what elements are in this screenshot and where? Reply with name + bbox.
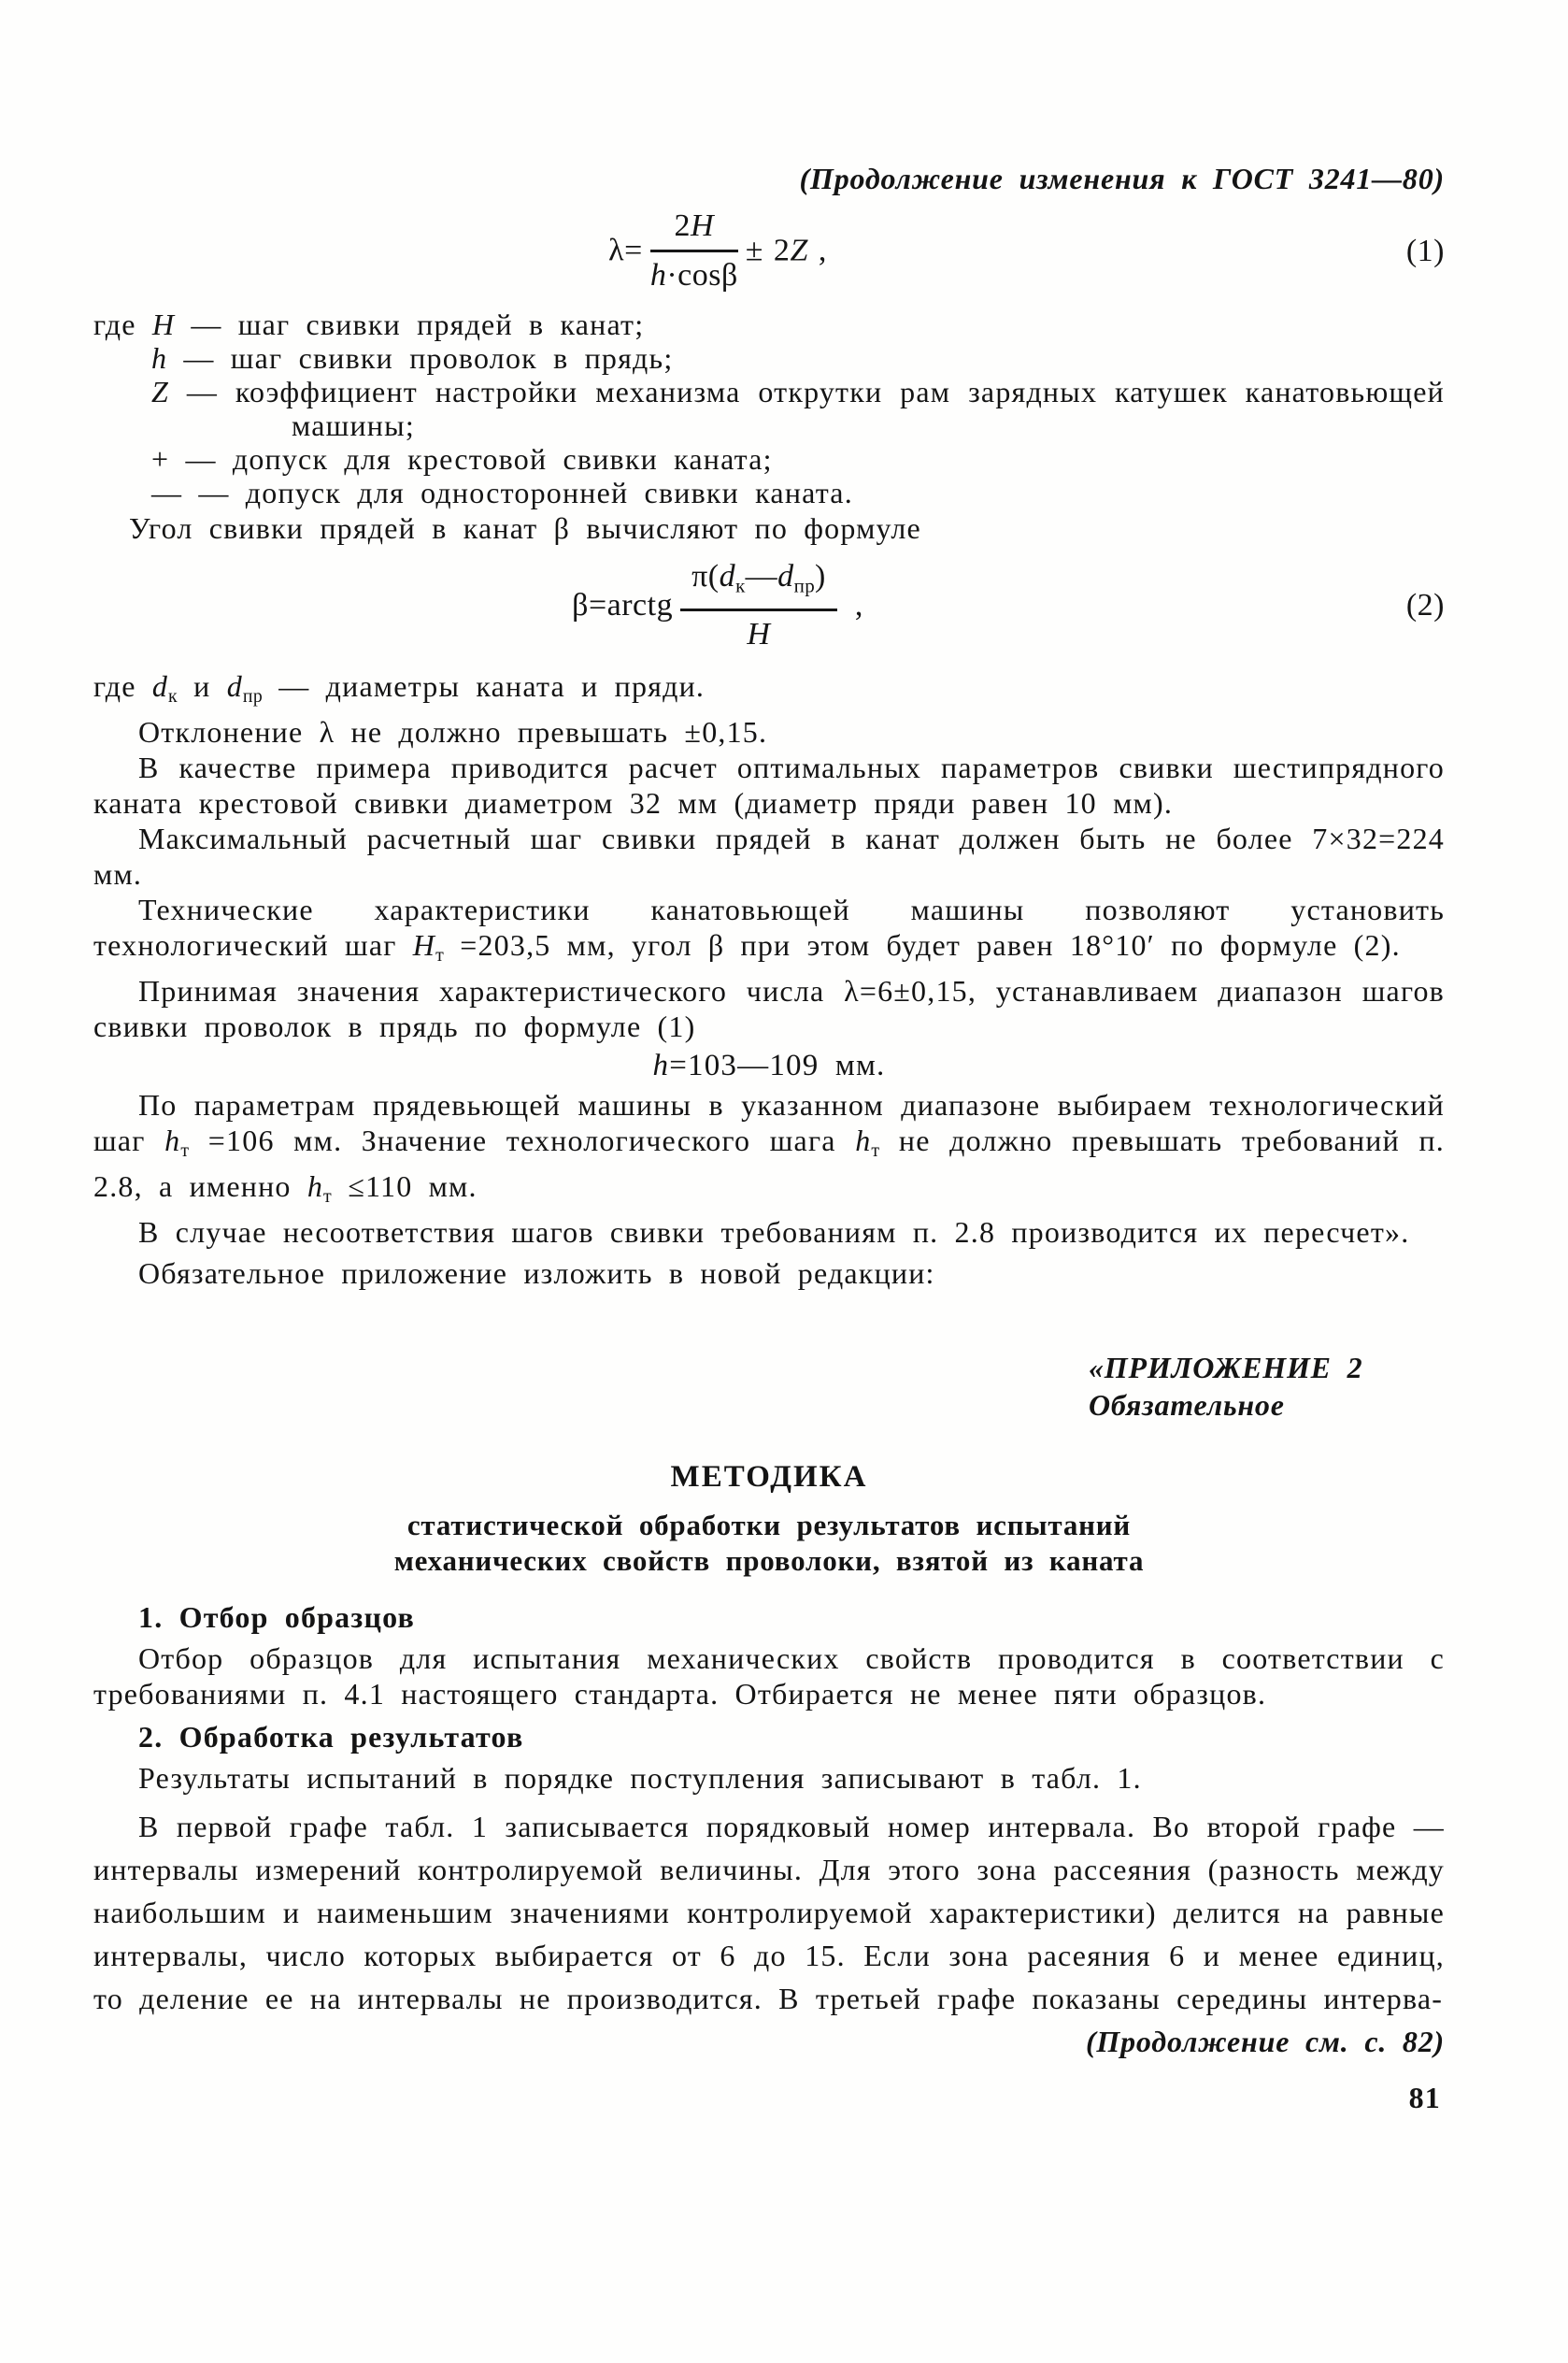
methodology-subtitle-line2: механических свойств проволоки, взятой из каната [393, 1544, 1145, 1578]
formula-h-var: h [652, 1049, 670, 1083]
appendix-label-block [1089, 1349, 1445, 1424]
paragraph-tech-text-a: Технические характеристики канатовьющей машины позволяют установить технологический шаг [93, 893, 1445, 963]
section-1-heading: 1. Отбор образцов [138, 1600, 415, 1635]
where-symbol-h: h [151, 341, 168, 375]
continuation-header: (Продолжение изменения к ГОСТ 3241—80) [799, 162, 1445, 195]
formula-1-num-var: H [691, 208, 715, 243]
where2-and: и [177, 669, 227, 704]
where-definitions-2 [93, 668, 1445, 714]
where2-text: — диаметры каната и пряди. [263, 669, 706, 704]
formula-1-lhs: λ= [608, 233, 643, 268]
formula-2-num-open: π( [691, 559, 720, 594]
formula-2-number: (2) [1405, 588, 1445, 623]
formula-1-rhs [746, 234, 827, 268]
paragraph-mandatory: Обязательное приложение изложить в новой редакции: [138, 1256, 935, 1291]
section-2-paragraph-1: Результаты испытаний в порядке поступления записывают в табл. 1. [138, 1761, 1142, 1796]
where-item-h [151, 341, 1445, 375]
where-definitions-list [93, 308, 1445, 545]
formula-1-rhs-var: Z [790, 233, 808, 268]
paragraph-params-var2: h [855, 1124, 872, 1158]
paragraph-tech [93, 892, 1445, 973]
formula-2-num-close: ) [815, 559, 826, 594]
where-symbol-minus: — [151, 476, 183, 509]
paragraph-params-text-c: не должно превышать требований п. 2.8, а именно [93, 1124, 1445, 1204]
methodology-subtitle [93, 1508, 1445, 1579]
formula-1-num-coef: 2 [674, 208, 691, 243]
paragraph-params-text-b: =106 мм. Значение технологического шага [189, 1124, 856, 1158]
formula-2 [93, 558, 1445, 653]
where-item-plus [151, 442, 1445, 476]
paragraph-accept: Принимая значения характеристического числа λ=6±0,15, устанавливаем диапазон шагов свивки проволок в прядь по формуле (1) [93, 974, 1445, 1044]
page-number: 81 [1408, 2081, 1441, 2115]
paragraph-params-sub1: т [180, 1140, 190, 1162]
where-text-Z: — коэффициент настройки механизма открутки рам зарядных катушек канатовьющей машины; [169, 375, 1445, 442]
formula-1 [93, 208, 1445, 294]
where-symbol-plus: + [151, 442, 170, 476]
formula-2-num-d2: d [777, 559, 794, 594]
where-item-Z [151, 375, 1445, 442]
formula-2-denominator: H [747, 617, 771, 652]
paragraph-params-var1: h [164, 1124, 181, 1158]
formula-2-num-sub2: пр [793, 574, 816, 597]
where-text-H: — шаг свивки прядей в канат; [175, 308, 645, 341]
where-symbol-Z: Z [151, 375, 169, 408]
formula-2-numerator [680, 558, 837, 611]
formula-1-numerator [650, 208, 738, 252]
paragraph-params-text-d: ≤110 мм. [332, 1169, 478, 1204]
where-symbol-H: H [151, 308, 176, 341]
formula-1-fraction [650, 208, 738, 294]
where-item-H [93, 308, 1445, 341]
appendix-subtitle: Обязательное [1089, 1388, 1285, 1423]
where-intro: где [93, 308, 152, 341]
formula-2-arctg: =arctg [588, 588, 674, 623]
formula-1-den-var: h [649, 258, 667, 293]
where-text-h: — шаг свивки проволок в прядь; [167, 341, 674, 375]
section-2-paragraph-2: В первой графе табл. 1 записывается порядковый номер интервала. Во второй графе — интервалы измерений контролируемой величины. Для этого зона рассеяния (разность между наибольшим и наименьшим значениями контролируемой характеристики) делится на равные интервалы, число которых выбирается от 6 до 15. Если зона расеяния 6 и менее единиц, то деление ее на интервалы не производится. В третьей графе показаны середины интерва- [93, 1810, 1445, 2016]
formula-2-fraction [680, 558, 837, 653]
where-text-plus: — допуск для крестовой свивки каната; [169, 442, 773, 476]
where2-d1: d [151, 669, 169, 704]
paragraph-example: В качестве примера приводится расчет оптимальных параметров свивки шестипрядного каната крестовой свивки диаметром 32 мм (диаметр пряди равен 10 мм). [93, 751, 1445, 821]
where2-intro: где [93, 669, 152, 704]
section-1-paragraph: Отбор образцов для испытания механических свойств проводится в соответствии с требованиями п. 4.1 настоящего стандарта. Отбирается не менее пяти образцов. [93, 1641, 1445, 1711]
paragraph-params-sub2: т [871, 1140, 880, 1162]
where2-sub2: пр [242, 686, 264, 708]
formula-1-comma: , [807, 233, 827, 268]
paragraph-params [93, 1087, 1445, 1214]
formula-2-comma: , [844, 588, 863, 623]
paragraph-mismatch: В случае несоответствия шагов свивки требованиям п. 2.8 производится их пересчет». [138, 1215, 1410, 1250]
formula-1-rhs-coef: ± 2 [745, 233, 791, 268]
formula-2-lhs [572, 588, 673, 623]
formula-1-den-rest: ·cosβ [666, 258, 738, 293]
where2-sub1: к [168, 686, 178, 708]
angle-formula-intro: Угол свивки прядей в канат β вычисляют по формуле [129, 511, 921, 545]
formula-2-body [572, 558, 863, 653]
methodology-subtitle-line1: статистической обработки результатов испытаний [406, 1509, 1132, 1542]
formula-2-num-dash: — [745, 559, 778, 594]
paragraph-tech-text-b: =203,5 мм, угол β при этом будет равен 18°10′ по формуле (2). [444, 928, 1401, 963]
where2-d2: d [226, 669, 243, 704]
formula-2-beta: β [572, 588, 589, 623]
continuation-footer: (Продолжение см. с. 82) [1085, 2025, 1445, 2059]
paragraph-params-sub3: т [323, 1186, 333, 1208]
where-text-minus: — допуск для односторонней свивки каната. [182, 476, 853, 509]
formula-h-value: =103—109 мм. [669, 1049, 886, 1083]
paragraph-params-text-a: По параметрам прядевьющей машины в указанном диапазоне выбираем технологический шаг [93, 1088, 1445, 1158]
formula-1-denominator [650, 252, 738, 294]
formula-1-body [608, 208, 827, 294]
formula-2-num-d1: d [719, 559, 736, 594]
appendix-title: «ПРИЛОЖЕНИЕ 2 [1089, 1351, 1363, 1385]
paragraph-params-var3: h [306, 1169, 324, 1204]
paragraph-maximal: Максимальный расчетный шаг свивки прядей в канат должен быть не более 7×32=224 мм. [93, 822, 1445, 892]
formula-1-number: (1) [1405, 233, 1445, 268]
methodology-title: МЕТОДИКА [670, 1460, 868, 1495]
where-item-minus [151, 476, 1445, 509]
section-2-heading: 2. Обработка результатов [138, 1720, 524, 1754]
formula-h-range [93, 1048, 1445, 1083]
paragraph-tech-var-H: H [412, 928, 436, 963]
paragraph-tech-sub: т [435, 945, 445, 967]
paragraph-deviation: Отклонение λ не должно превышать ±0,15. [138, 715, 768, 750]
formula-2-num-sub1: к [735, 574, 746, 597]
